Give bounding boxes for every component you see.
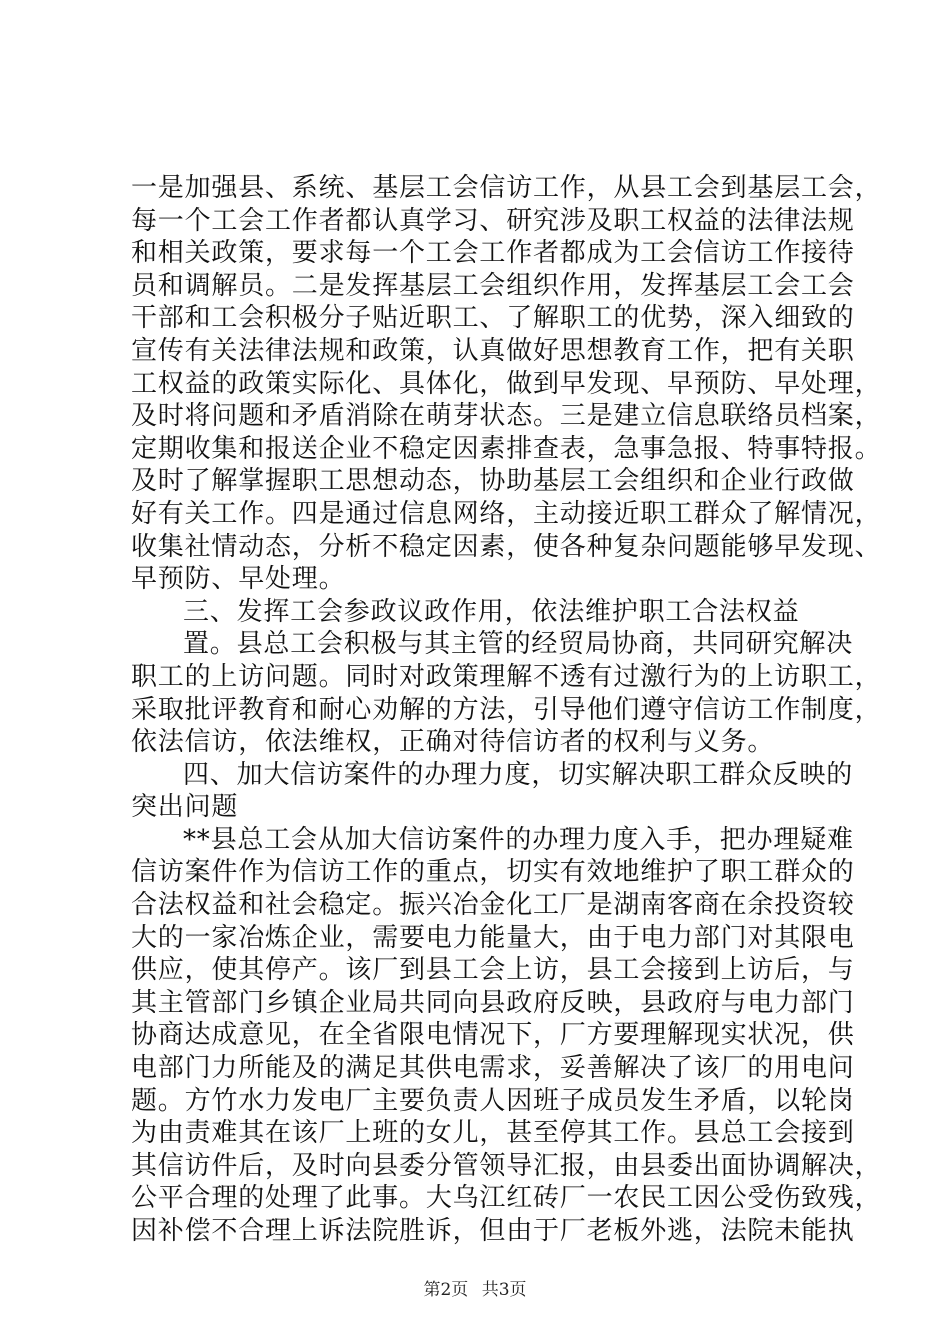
section-heading-continued: 突出问题 bbox=[131, 792, 239, 823]
text-line: 宣传有关法律法规和政策，认真做好思想教育工作，把有关职 bbox=[131, 335, 855, 366]
body-text bbox=[131, 172, 882, 1248]
text-line: 收集社情动态，分析不稳定因素，使各种复杂问题能够早发现、 bbox=[131, 531, 882, 562]
text-line: 早预防、早处理。 bbox=[131, 564, 346, 595]
text-line: 因补偿不合理上诉法院胜诉，但由于厂老板外逃，法院未能执 bbox=[131, 1216, 855, 1246]
text-line: 及时了解掌握职工思想动态，协助基层工会组织和企业行政做 bbox=[131, 466, 855, 497]
text-line: 工权益的政策实际化、具体化，做到早发现、早预防、早处理， bbox=[131, 368, 882, 399]
text-line: 题。方竹水力发电厂主要负责人因班子成员发生矛盾，以轮岗 bbox=[131, 1085, 855, 1116]
text-line: 员和调解员。二是发挥基层工会组织作用，发挥基层工会工会 bbox=[131, 270, 855, 301]
text-line: 公平合理的处理了此事。大乌江红砖厂一农民工因公受伤致残， bbox=[131, 1183, 882, 1214]
text-line: 定期收集和报送企业不稳定因素排查表，急事急报、特事特报。 bbox=[131, 433, 882, 464]
text-line: 供应，使其停产。该厂到县工会上访，县工会接到上访后，与 bbox=[131, 955, 855, 986]
text-line: 电部门力所能及的满足其供电需求，妥善解决了该厂的用电问 bbox=[131, 1053, 855, 1084]
page-footer bbox=[0, 1275, 950, 1300]
text-line: 合法权益和社会稳定。振兴冶金化工厂是湖南客商在余投资较 bbox=[131, 890, 855, 921]
section-heading: 四、加大信访案件的办理力度，切实解决职工群众反映的 bbox=[183, 759, 854, 790]
paragraph-start: 置。县总工会积极与其主管的经贸局协商，共同研究解决 bbox=[183, 629, 854, 660]
text-line: 为由责难其在该厂上班的女儿，甚至停其工作。县总工会接到 bbox=[131, 1118, 855, 1149]
page-total: 共3页 bbox=[481, 1280, 527, 1300]
text-line: 及时将问题和矛盾消除在萌芽状态。三是建立信息联络员档案， bbox=[131, 401, 882, 432]
paragraph-start: **县总工会从加大信访案件的办理力度入手，把办理疑难 bbox=[183, 824, 854, 855]
text-line: 每一个工会工作者都认真学习、研究涉及职工权益的法律法规 bbox=[131, 205, 855, 236]
text-line: 大的一家冶炼企业，需要电力能量大，由于电力部门对其限电 bbox=[131, 922, 855, 953]
text-line: 信访案件作为信访工作的重点，切实有效地维护了职工群众的 bbox=[131, 857, 855, 888]
text-line: 采取批评教育和耐心劝解的方法，引导他们遵守信访工作制度， bbox=[131, 694, 882, 725]
text-line: 依法信访，依法维权，正确对待信访者的权利与义务。 bbox=[131, 727, 775, 758]
page-number: 第2页 bbox=[423, 1280, 469, 1300]
text-line: 其主管部门乡镇企业局共同向县政府反映，县政府与电力部门 bbox=[131, 987, 855, 1018]
text-line: 和相关政策，要求每一个工会工作者都成为工会信访工作接待 bbox=[131, 238, 855, 269]
text-line: 干部和工会积极分子贴近职工、了解职工的优势，深入细致的 bbox=[131, 303, 855, 334]
text-line: 一是加强县、系统、基层工会信访工作，从县工会到基层工会， bbox=[131, 173, 882, 203]
text-line: 其信访件后，及时向县委分管领导汇报，由县委出面协调解决， bbox=[131, 1150, 882, 1181]
text-line: 好有关工作。四是通过信息网络，主动接近职工群众了解情况， bbox=[131, 498, 882, 529]
text-line: 协商达成意见，在全省限电情况下，厂方要理解现实状况，供 bbox=[131, 1020, 855, 1051]
text-line: 职工的上访问题。同时对政策理解不透有过激行为的上访职工， bbox=[131, 661, 882, 692]
section-heading: 三、发挥工会参政议政作用，依法维护职工合法权益 bbox=[183, 596, 800, 627]
